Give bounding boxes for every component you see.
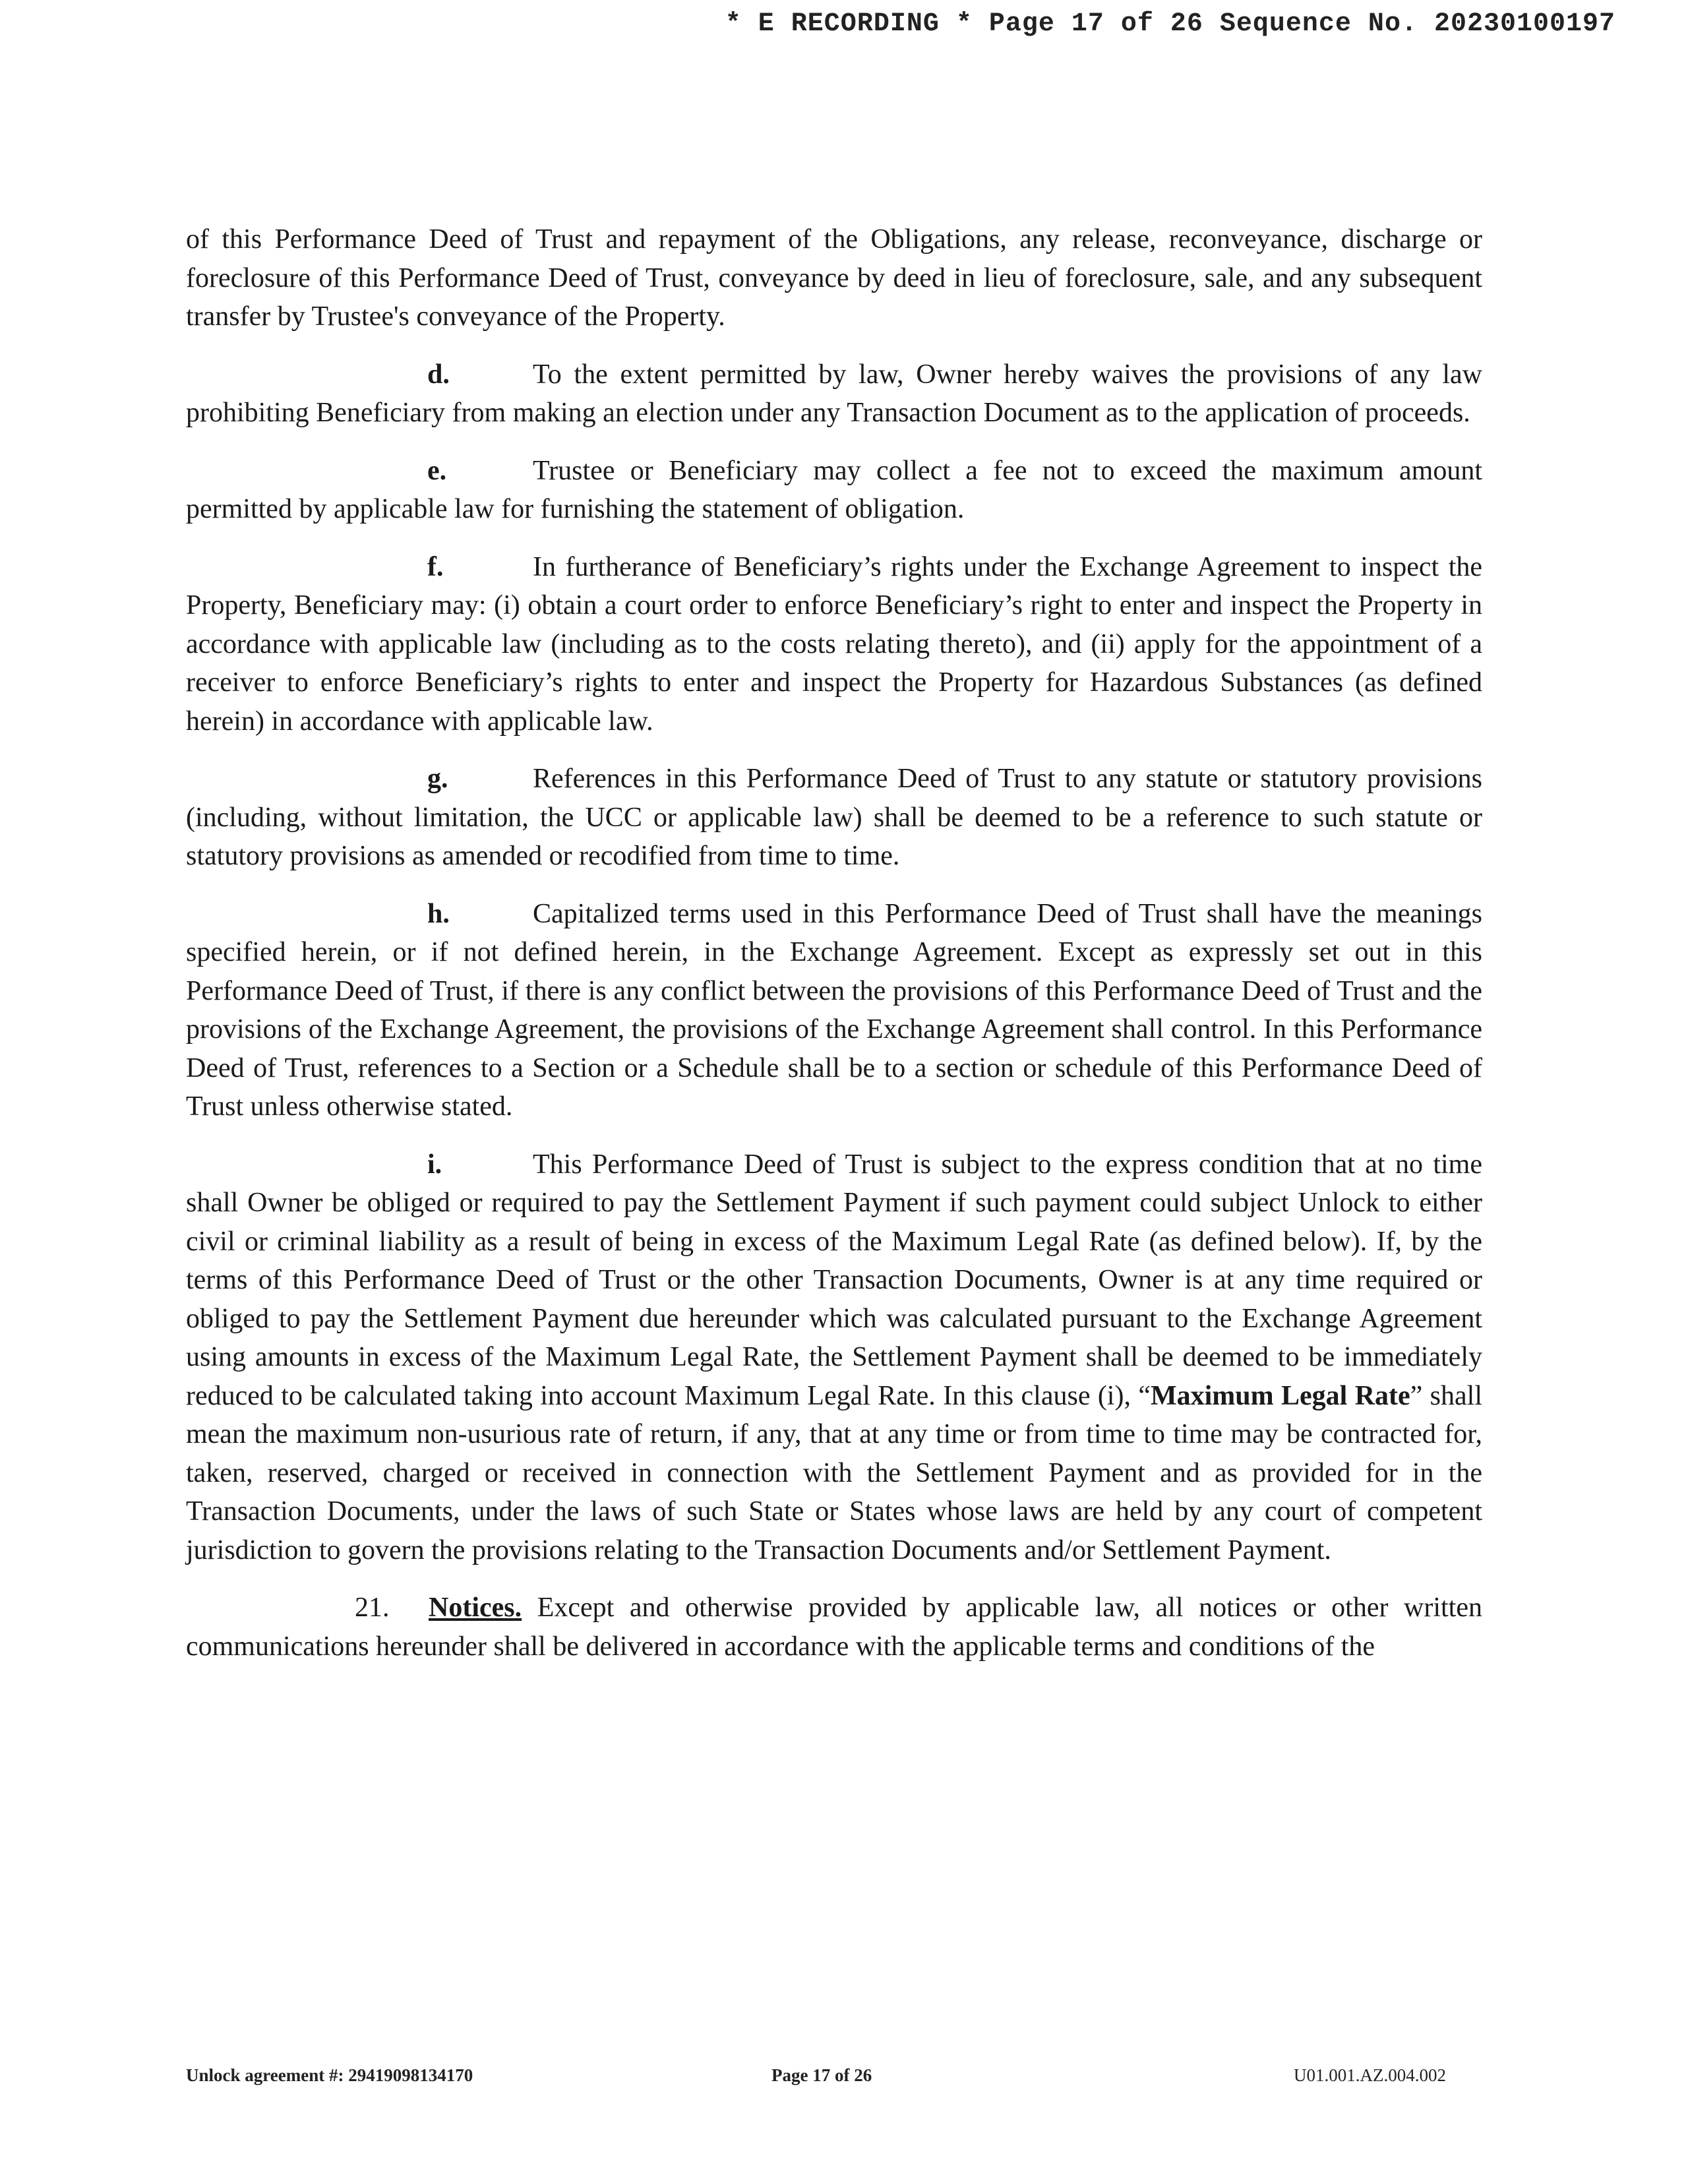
paragraph-label: h. [427,898,450,929]
paragraph-text: To the extent permitted by law, Owner hereby waives the provisions of any law prohibiting Beneficiary from making an election under any Transaction Document as to the application of proceeds. [186,359,1482,428]
defined-term: Maximum Legal Rate [1150,1380,1410,1411]
paragraph-h [186,895,1482,1126]
section-title: Notices. [429,1592,522,1623]
paragraph-text: Trustee or Beneficiary may collect a fee not to exceed the maximum amount permitted by applicable law for furnishing the statement of obligation. [186,455,1482,524]
paragraph-text: References in this Performance Deed of Trust to any statute or statutory provisions (including, without limitation, the UCC or applicable law) shall be deemed to be a reference to such statute or statutory provisions as amended or recodified from time to time. [186,764,1482,871]
paragraph-text: In furtherance of Beneficiary’s rights under the Exchange Agreement to inspect the Property, Beneficiary may: (i) obtain a court order to enforce Beneficiary’s right to enter and inspect the Property in accordance with applicable law (including as to the costs relating thereto), and (ii) apply for the appointment of a receiver to enforce Beneficiary’s rights to enter and inspect the Property for Hazardous Substances (as defined herein) in accordance with applicable law. [186,551,1482,737]
paragraph-g [186,760,1482,876]
footer-page-number: Page 17 of 26 [771,2065,872,2085]
document-body [186,220,1482,1685]
paragraph-label: i. [427,1149,442,1180]
paragraph-f [186,548,1482,741]
section-number: 21. [355,1592,390,1623]
paragraph-e [186,452,1482,529]
paragraph-text: This Performance Deed of Trust is subject to the express condition that at no time shall Owner be obliged or required to pay the Settlement Payment if such payment could subject Unlock to either civil or criminal liability as a result of being in excess of the Maximum Legal Rate (as defined below). If, by the terms of this Performance Deed of Trust or the other Transaction Documents, Owner is at any time required or obliged to pay the Settlement Payment due hereunder which was calculated pursuant to the Exchange Agreement using amounts in excess of the Maximum Legal Rate, the Settlement Payment shall be deemed to be immediately reduced to be calculated taking into account Maximum Legal Rate. In this clause (i), “ [186,1149,1482,1411]
footer-document-code: U01.001.AZ.004.002 [1294,2065,1446,2085]
paragraph-label: f. [427,551,444,582]
footer-agreement-number: Unlock agreement #: 29419098134170 [186,2065,473,2085]
paragraph-text: Capitalized terms used in this Performance Deed of Trust shall have the meanings specified herein, or if not defined herein, in the Exchange Agreement. Except as expressly set out in this Performance Deed of Trust, if there is any conflict between the provisions of this Performance Deed of Trust and the provisions of the Exchange Agreement, the provisions of the Exchange Agreement shall control. In this Performance Deed of Trust, references to a Section or a Schedule shall be to a section or schedule of this Performance Deed of Trust unless otherwise stated. [186,898,1482,1122]
section-21 [186,1589,1482,1666]
paragraph-label: g. [427,764,448,794]
paragraph-text-continued: ” shall mean the maximum non-usurious rate of return, if any, that at any time or from time to time may be contracted for, taken, reserved, charged or received in connection with the Settlement Payment and as provided for in the Transaction Documents, under the laws of such State or States whose laws are held by any court of competent jurisdiction to govern the provisions relating to the Transaction Documents and/or Settlement Payment. [186,1380,1482,1565]
continuation-paragraph: of this Performance Deed of Trust and repayment of the Obligations, any release, reconveyance, discharge or foreclosure of this Performance Deed of Trust, conveyance by deed in lieu of foreclosure, sale, and any subsequent transfer by Trustee's conveyance of the Property. [186,224,1482,332]
recording-header: * E RECORDING * Page 17 of 26 Sequence No. 20230100197 [725,9,1615,39]
paragraph-i [186,1145,1482,1570]
paragraph-label: e. [427,455,447,486]
section-text: Except and otherwise provided by applicable law, all notices or other written communications hereunder shall be delivered in accordance with the applicable terms and conditions of the [186,1592,1482,1662]
paragraph-d [186,355,1482,433]
paragraph-label: d. [427,359,450,390]
